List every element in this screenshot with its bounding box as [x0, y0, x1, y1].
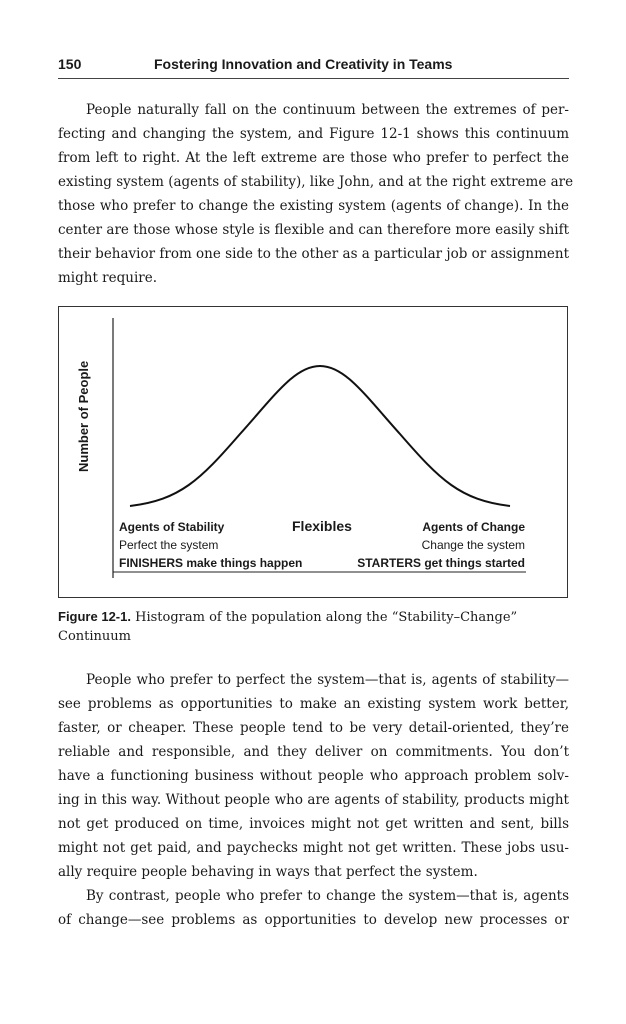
text-line: fecting and changing the system, and Figure 12-1 shows this continuum [58, 126, 569, 142]
figure-caption [58, 607, 569, 646]
left-label-title: Agents of Stability [119, 520, 225, 534]
text-line: of change—see problems as opportunities to develop new processes or [58, 912, 569, 928]
page-number: 150 [58, 56, 82, 72]
paragraph-2 [58, 668, 569, 884]
left-label-line3: FINISHERS make things happen [119, 556, 303, 570]
right-label-line2: Change the system [421, 538, 525, 552]
text-line: People who prefer to perfect the system—that is, agents of stability— [86, 672, 569, 688]
text-line: ing in this way. Without people who are agents of stability, products might [58, 792, 569, 808]
text-line: from left to right. At the left extreme are those who prefer to perfect the [58, 150, 569, 166]
right-label-title: Agents of Change [422, 520, 525, 534]
caption-label: Figure 12-1. [58, 609, 131, 624]
caption-text: Histogram of the population along the “Stability–Change” Continuum [58, 610, 518, 644]
text-line: might not get paid, and paychecks might not get written. These jobs usu- [58, 840, 569, 856]
distribution-curve [130, 366, 510, 506]
text-line: have a functioning business without people who approach problem solv- [58, 768, 569, 784]
left-label-line2: Perfect the system [119, 538, 219, 552]
text-line: not get produced on time, invoices might not get written and sent, bills [58, 816, 569, 832]
center-label: Flexibles [292, 518, 352, 534]
right-label-line3: STARTERS get things started [357, 556, 525, 570]
paragraph-3 [58, 884, 569, 932]
text-line: existing system (agents of stability), like John, and at the right extreme are [58, 174, 574, 190]
y-axis-label: Number of People [76, 360, 91, 472]
text-line: People naturally fall on the continuum between the extremes of per- [86, 102, 569, 118]
text-line: see problems as opportunities to make an existing system work better, [58, 696, 569, 712]
text-line: ally require people behaving in ways that perfect the system. [58, 864, 478, 880]
text-line: might require. [58, 270, 158, 286]
text-line: those who prefer to change the existing system (agents of change). In the [58, 198, 569, 214]
running-title: Fostering Innovation and Creativity in Teams [154, 56, 453, 72]
text-line: faster, or cheaper. These people tend to be very detail-oriented, they’re [58, 720, 569, 736]
text-line: center are those whose style is flexible and can therefore more easily shift [58, 222, 569, 238]
text-line: their behavior from one side to the other as a particular job or assignment [58, 246, 569, 262]
text-line: By contrast, people who prefer to change the system—that is, agents [86, 888, 569, 904]
text-line: reliable and responsible, and they deliver on commitments. You don’t [58, 744, 569, 760]
